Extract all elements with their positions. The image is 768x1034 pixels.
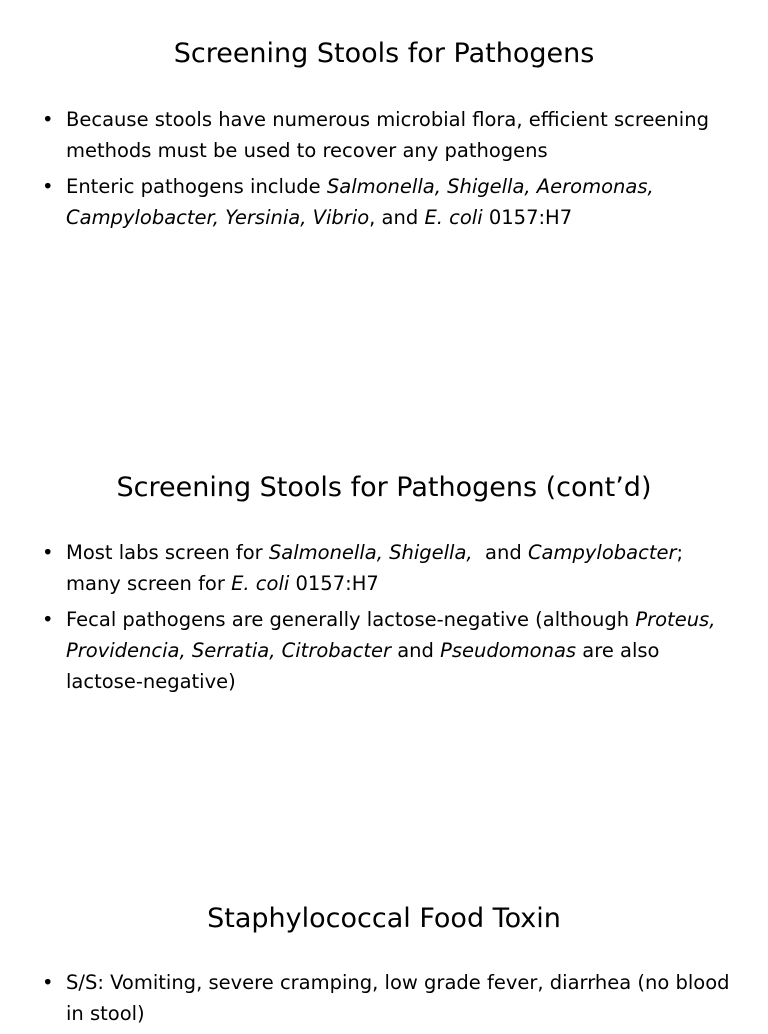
slide-title: Screening Stools for Pathogens (cont’d) (116, 472, 652, 503)
text-run-italic: E. coli (231, 572, 290, 595)
bullet-icon: • (42, 541, 54, 564)
bullet-list (0, 537, 768, 702)
bullet-icon: • (42, 108, 54, 131)
text-run: and (391, 639, 441, 662)
bullet-icon: • (42, 971, 54, 994)
bullet-list (0, 104, 768, 238)
text-run-italic: E. coli (424, 206, 483, 229)
bullet-item (0, 604, 768, 697)
text-run-italic: Pseudomonas (440, 639, 577, 662)
text-run: ; many screen for (66, 541, 684, 595)
text-run: 0157:H7 (289, 572, 379, 595)
text-run: 0157:H7 (482, 206, 573, 229)
bullet-icon: • (42, 175, 54, 198)
bullet-item (0, 171, 768, 233)
bullet-text (66, 171, 738, 233)
bullet-text (66, 537, 738, 599)
bullet-text (66, 967, 738, 1029)
bullet-text (66, 604, 738, 697)
slide-title: Screening Stools for Pathogens (173, 38, 595, 69)
text-run-italic: Salmonella, Shigella, Aeromonas, Campylobacter, Yersinia, Vibrio (66, 175, 654, 229)
text-run: S/S: Vomiting, severe cramping, low grade fever, diarrhea (no blood in stool) (66, 971, 730, 1025)
bullet-item (0, 537, 768, 599)
text-run-italic: Proteus, Providencia, Serratia, Citrobacter (66, 608, 716, 662)
text-run: Enteric pathogens include (66, 175, 327, 198)
bullet-icon: • (42, 608, 54, 631)
text-run: Most labs screen for (66, 541, 269, 564)
text-run-italic: Campylobacter (527, 541, 677, 564)
text-run: are also lactose-negative) (66, 639, 660, 693)
bullet-text (66, 104, 738, 166)
text-run: , and (369, 206, 425, 229)
bullet-item (0, 104, 768, 166)
text-run: Fecal pathogens are generally lactose-negative (although (66, 608, 636, 631)
text-run: and (472, 541, 528, 564)
text-run: Because stools have numerous microbial flora, efficient screening methods must be used to recover any pathogens (66, 108, 709, 162)
text-run-italic: Salmonella, Shigella, (268, 541, 473, 564)
slide-title: Staphylococcal Food Toxin (207, 903, 561, 934)
bullet-item (0, 967, 768, 1029)
